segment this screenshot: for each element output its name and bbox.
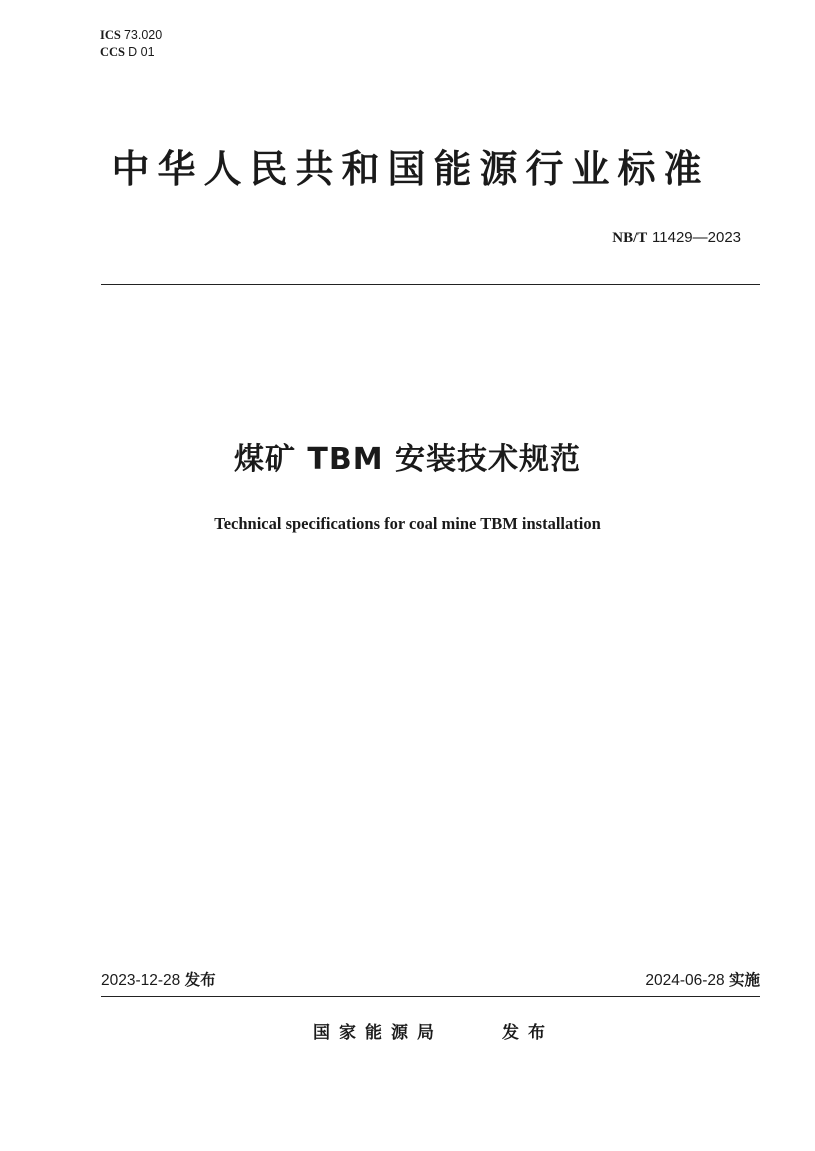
ics-label: ICS <box>100 28 121 42</box>
publish-date-line <box>101 970 216 991</box>
bottom-divider <box>101 996 760 997</box>
document-title-chinese: 煤矿 TBM 安装技术规范 <box>233 442 582 477</box>
standard-number-code: 11429—2023 <box>652 229 741 246</box>
issuer-name: 国家能源局 <box>313 1023 443 1043</box>
ccs-label: CCS <box>100 45 126 59</box>
standard-title: 中华人民共和国能源行业标准 <box>111 147 710 191</box>
publish-label: 发布 <box>184 971 216 989</box>
standard-number <box>612 227 741 248</box>
document-title-english: Technical specifications for coal mine TBM installation <box>214 514 601 533</box>
ccs-code: D 01 <box>128 45 155 59</box>
implement-date-line <box>645 970 760 991</box>
top-divider <box>101 284 760 285</box>
implement-date: 2024-06-28 <box>645 972 725 989</box>
issuer-action: 发布 <box>502 1023 554 1043</box>
ics-line <box>100 27 162 44</box>
classification-codes <box>100 27 162 61</box>
publish-date: 2023-12-28 <box>101 972 181 989</box>
ics-code: 73.020 <box>123 28 163 42</box>
ccs-line <box>100 44 162 61</box>
standard-number-prefix: NB/T <box>612 230 648 246</box>
implement-label: 实施 <box>728 971 760 989</box>
